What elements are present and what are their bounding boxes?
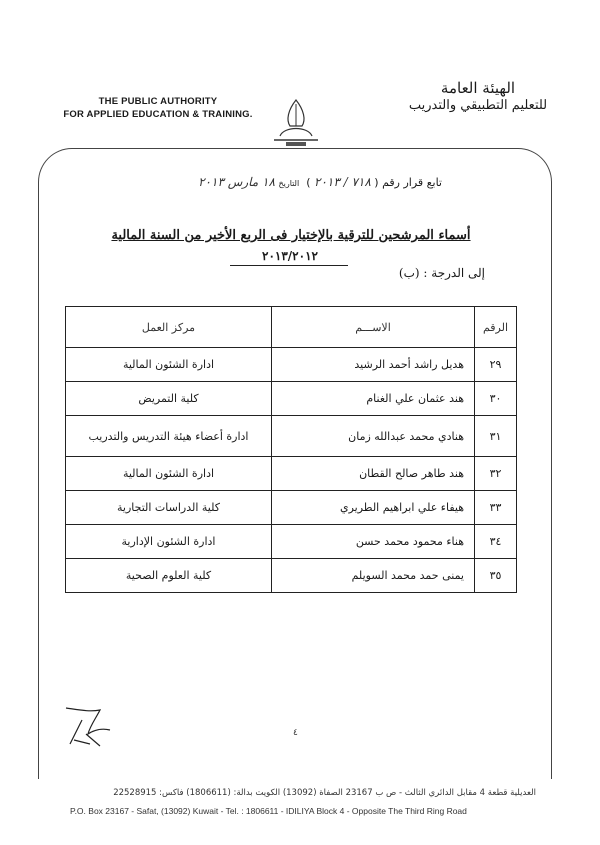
reference-number: ٧١٨ / ٢٠١٣ — [314, 175, 371, 189]
header-number: الرقم — [475, 307, 517, 348]
table-row — [66, 416, 517, 457]
decision-reference — [60, 175, 442, 189]
row-workplace: كلية العلوم الصحية — [66, 559, 272, 593]
row-workplace: ادارة الشئون المالية — [66, 457, 272, 491]
row-number: ٣١ — [475, 416, 517, 457]
page-title: أسماء المرشحين للترقية بالإختيار فى الربع الأخير من السنة المالية — [111, 228, 471, 243]
table-header-row — [66, 307, 517, 348]
header-name: الاســـم — [272, 307, 475, 348]
english-name-line-1: THE PUBLIC AUTHORITY — [98, 96, 218, 107]
table-row — [66, 525, 517, 559]
candidates-table — [65, 306, 517, 593]
reference-close: ) — [306, 176, 311, 189]
row-name: هيفاء علي ابراهيم الطريري — [272, 491, 475, 525]
row-number: ٢٩ — [475, 348, 517, 382]
row-name: هند عثمان علي الغنام — [272, 382, 475, 416]
row-number: ٣٢ — [475, 457, 517, 491]
date-value: ١٨ مارس ٢٠١٣ — [198, 175, 275, 189]
fiscal-year: ٢٠١٣/٢٠١٢ — [262, 249, 318, 263]
row-name: هديل راشد أحمد الرشيد — [272, 348, 475, 382]
row-name: هناء محمود محمد حسن — [272, 525, 475, 559]
row-name: هنادي محمد عبدالله زمان — [272, 416, 475, 457]
table-row — [66, 491, 517, 525]
row-number: ٣٤ — [475, 525, 517, 559]
arabic-authority-name — [408, 80, 548, 114]
table-row — [66, 382, 517, 416]
row-workplace: كلية التمريض — [66, 382, 272, 416]
authority-logo-icon — [266, 96, 326, 150]
arabic-name-line-2: للتعليم التطبيقي والتدريب — [408, 98, 548, 113]
row-workplace: ادارة أعضاء هيئة التدريس والتدريب — [66, 416, 272, 457]
row-number: ٣٥ — [475, 559, 517, 593]
header-workplace: مركز العمل — [66, 307, 272, 348]
table-row — [66, 348, 517, 382]
row-workplace: ادارة الشئون الإدارية — [66, 525, 272, 559]
reference-prefix: تابع قرار رقم ( — [374, 176, 442, 189]
footer-arabic-address: العديلية قطعة 4 مقابل الدائري الثالث - ص ب 23167 الصفاة (13092) الكويت بدالة: (1806611) فاكس: 22528915 — [113, 788, 536, 798]
english-name-line-2: FOR APPLIED EDUCATION & TRAINING. — [63, 109, 253, 120]
footer-english-address: P.O. Box 23167 - Safat, (13092) Kuwait - Tel. : 1806611 - IDILIYA Block 4 - Opposite The Third Ring Road — [70, 806, 467, 816]
english-authority-name — [58, 95, 258, 121]
table-row — [66, 457, 517, 491]
row-workplace: ادارة الشئون المالية — [66, 348, 272, 382]
row-name: يمنى حمد محمد السويلم — [272, 559, 475, 593]
grade-label: إلى الدرجة : (ب) — [398, 266, 485, 280]
year-underline — [230, 265, 348, 266]
signature-icon — [60, 700, 120, 750]
row-name: هند طاهر صالح القطان — [272, 457, 475, 491]
page-number: ٤ — [293, 728, 298, 738]
row-number: ٣٠ — [475, 382, 517, 416]
arabic-name-line-1: الهيئة العامة — [440, 79, 516, 97]
row-workplace: كلية الدراسات التجارية — [66, 491, 272, 525]
date-label: التاريخ — [278, 179, 300, 188]
table-row — [66, 559, 517, 593]
row-number: ٣٣ — [475, 491, 517, 525]
